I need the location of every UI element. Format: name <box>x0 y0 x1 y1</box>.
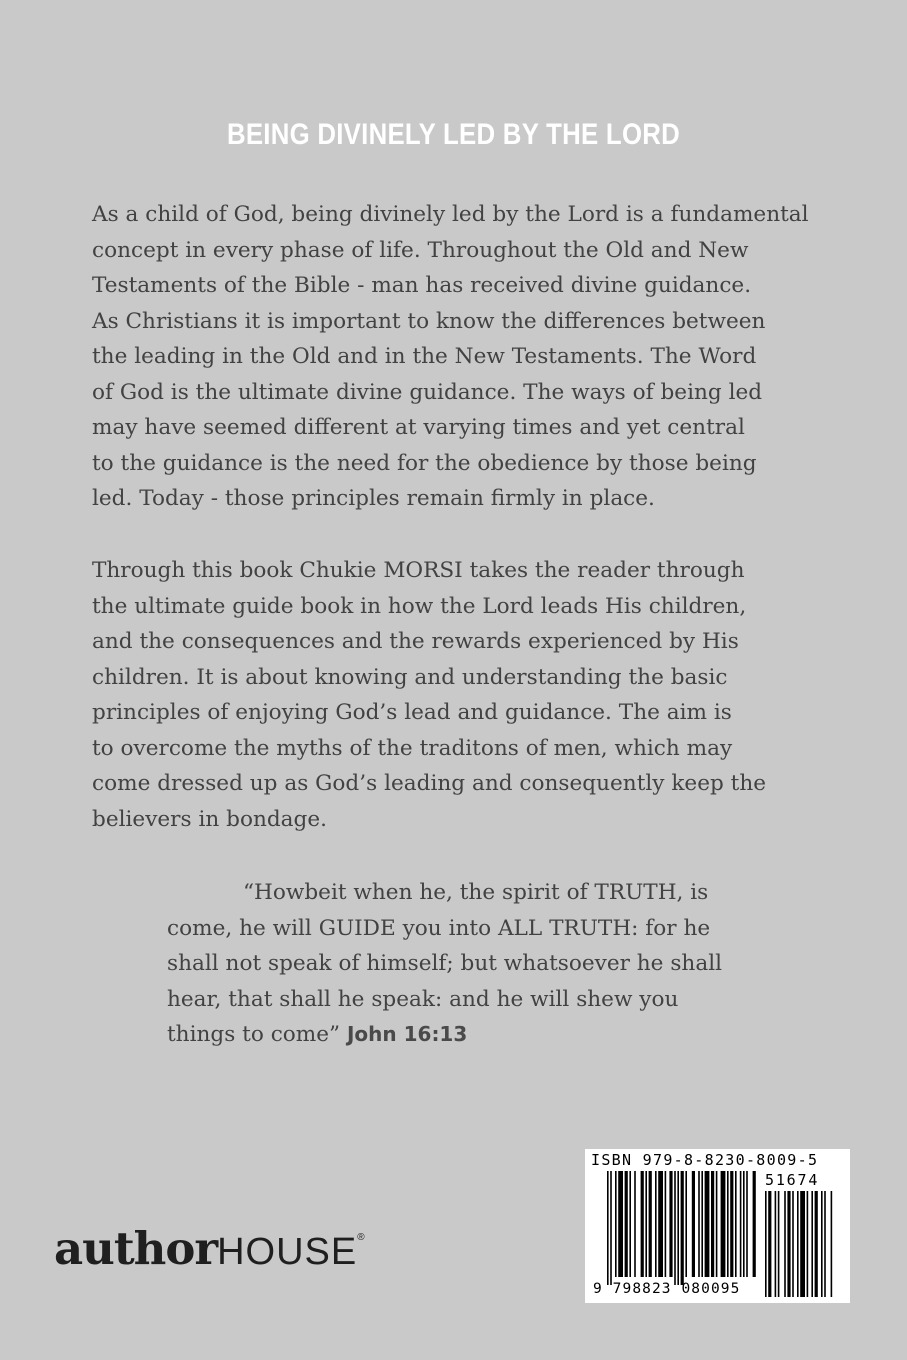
text-line: the leading in the Old and in the New Testaments. The Word <box>92 344 757 369</box>
quote-line: come, he will GUIDE you into ALL TRUTH: for he <box>167 915 711 941</box>
quote-line: “Howbeit when he, the spirit of TRUTH, is <box>243 880 709 905</box>
addon-digits: 51674 <box>765 1171 820 1189</box>
scripture-quote <box>167 875 722 1053</box>
description-paragraph-1 <box>92 197 809 517</box>
text-line: Testaments of the Bible - man has received divine guidance. <box>92 273 752 298</box>
text-line: Through this book Chukie MORSI takes the reader through <box>92 558 745 583</box>
book-title: BEING DIVINELY LED BY THE LORD <box>226 118 681 151</box>
logo-author-text: author <box>54 1222 218 1275</box>
publisher-logo <box>54 1222 365 1275</box>
isbn-label: ISBN 979-8-8230-8009-5 <box>591 1151 819 1169</box>
text-line: concept in every phase of life. Throughout the Old and New <box>92 237 749 263</box>
text-line: to the guidance is the need for the obedience by those being <box>92 450 757 476</box>
text-line: As Christians it is important to know the differences between <box>92 308 766 334</box>
text-line: As a child of God, being divinely led by the Lord is a fundamental <box>92 202 809 227</box>
text-line: and the consequences and the rewards experienced by His <box>92 629 739 654</box>
text-line: may have seemed different at varying times and yet central <box>92 415 745 440</box>
text-line: believers in bondage. <box>92 806 328 832</box>
quote-line: hear, that shall he speak: and he will shew you <box>167 986 679 1012</box>
scripture-reference: John 16:13 <box>346 1022 468 1046</box>
text-line: children. It is about knowing and understanding the basic <box>92 664 728 690</box>
ean-digits: 9 798823 080095 <box>593 1281 741 1297</box>
text-line: come dressed up as God’s leading and consequently keep the <box>92 771 767 796</box>
quote-line-last <box>167 1017 722 1053</box>
text-line: principles of enjoying God’s lead and guidance. The aim is <box>92 700 732 725</box>
isbn-barcode <box>585 1149 850 1303</box>
text-line: led. Today - those principles remain firmly in place. <box>92 486 655 511</box>
description-paragraph-2 <box>92 553 766 837</box>
text-line: of God is the ultimate divine guidance. The ways of being led <box>92 379 763 405</box>
quote-line: shall not speak of himself; but whatsoever he shall <box>167 951 723 976</box>
registered-mark: ® <box>357 1232 365 1243</box>
text-line: to overcome the myths of the traditons of men, which may <box>92 735 733 761</box>
quote-line: things to come” <box>167 1022 341 1047</box>
logo-house-text: HOUSE <box>217 1231 358 1273</box>
text-line: the ultimate guide book in how the Lord leads His children, <box>92 593 747 619</box>
